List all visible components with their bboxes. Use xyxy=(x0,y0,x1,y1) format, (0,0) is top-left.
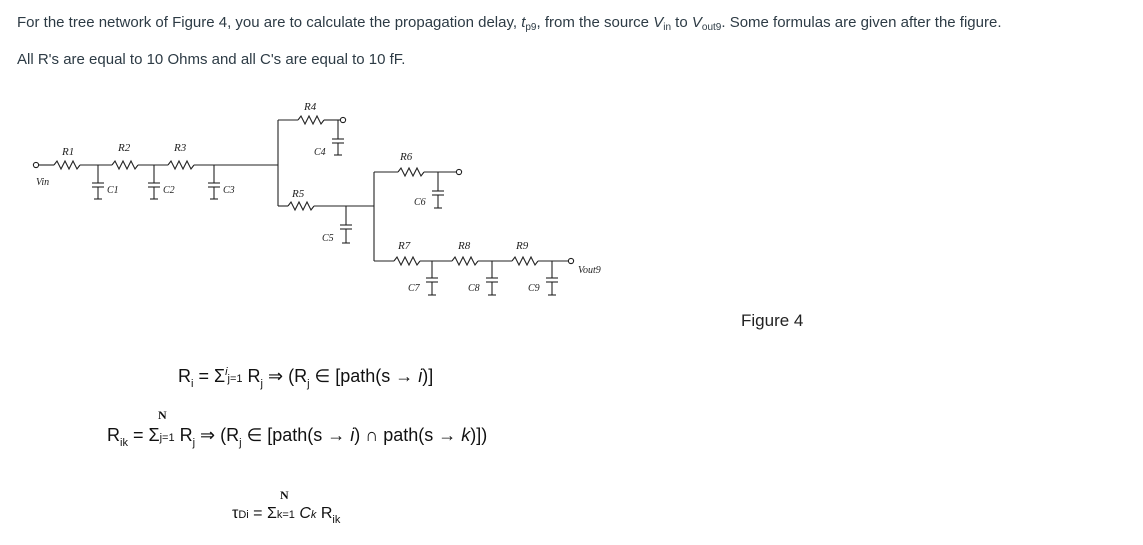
f2-cond: ∈ [path(s → xyxy=(241,425,351,445)
question-text-suffix: . Some formulas are given after the figure. xyxy=(721,14,1002,31)
f2-cond-mid: ) ∩ path(s → xyxy=(354,425,462,445)
label-vin: Vin xyxy=(36,177,50,188)
question-text-mid: , from the source xyxy=(536,14,654,31)
question-line-1 xyxy=(17,14,1002,33)
label-c6: C6 xyxy=(414,197,426,208)
f3-range: k=1 xyxy=(276,509,295,521)
f1-arrow: ⇒ (R xyxy=(263,366,308,386)
question-text-to: to xyxy=(671,14,692,31)
formula-shared-resistance xyxy=(107,425,488,449)
delay-subscript: p9 xyxy=(525,22,537,33)
label-c1: C1 xyxy=(107,185,119,196)
question-text-prefix: For the tree network of Figure 4, you are to calculate the propagation delay, xyxy=(17,14,522,31)
tree-network-figure xyxy=(28,95,628,310)
vout-symbol: V xyxy=(691,14,702,31)
label-r4: R4 xyxy=(304,101,317,113)
f1-arrow-sub: j xyxy=(307,378,310,390)
f2-cond-i: i xyxy=(350,425,355,445)
formula-path-resistance xyxy=(178,366,434,390)
f3-lhs-sub: Di xyxy=(238,509,249,521)
f1-eq: = Σ xyxy=(193,366,226,386)
f2-body-sub: j xyxy=(192,437,196,449)
f3-body-sub: k xyxy=(310,509,317,521)
label-r6: R6 xyxy=(400,151,413,163)
label-r5: R5 xyxy=(292,188,305,200)
label-r8: R8 xyxy=(458,240,471,252)
label-r3: R3 xyxy=(174,142,187,154)
f1-cond: ∈ [path(s → xyxy=(309,366,419,386)
f2-arrow: ⇒ (R xyxy=(195,425,240,445)
label-r1: R1 xyxy=(62,146,75,158)
f2-lhs: R xyxy=(107,425,120,445)
f1-body-sub: j xyxy=(260,378,263,390)
formula-elmore-delay xyxy=(232,505,341,526)
vin-symbol: V xyxy=(653,14,664,31)
delay-symbol: t xyxy=(521,14,526,31)
label-r7: R7 xyxy=(398,240,411,252)
f2-body: R xyxy=(174,425,193,445)
f1-range: j=1 xyxy=(227,373,243,385)
f1-range-super: i xyxy=(225,366,228,378)
label-r9: R9 xyxy=(516,240,529,252)
f2-cond-k: k xyxy=(461,425,471,445)
label-vout9: Vout9 xyxy=(578,265,601,276)
label-c4: C4 xyxy=(314,147,326,158)
vout-subscript: out9 xyxy=(701,22,722,33)
f1-body: R xyxy=(242,366,261,386)
f2-arrow-sub: j xyxy=(239,437,242,449)
label-c8: C8 xyxy=(468,283,480,294)
f3-body2-sub: ik xyxy=(332,514,341,526)
label-c7: C7 xyxy=(408,283,420,294)
f3-body2: R xyxy=(316,505,333,522)
figure-label: Figure 4 xyxy=(741,311,804,330)
f3-upper-limit: N xyxy=(280,488,289,502)
label-c3: C3 xyxy=(223,185,235,196)
f3-lhs: τ xyxy=(232,505,239,522)
label-c2: C2 xyxy=(163,185,175,196)
f2-cond-end: )]) xyxy=(470,425,488,445)
label-c5: C5 xyxy=(322,233,334,244)
label-r2: R2 xyxy=(118,142,131,154)
f2-range: j=1 xyxy=(159,432,175,444)
f1-cond-i: i xyxy=(418,366,423,386)
label-c9: C9 xyxy=(528,283,540,294)
f1-lhs: R xyxy=(178,366,191,386)
f3-body: C xyxy=(294,505,311,522)
f1-cond-end: )] xyxy=(422,366,434,386)
f2-upper-limit: N xyxy=(158,408,167,422)
f3-eq: = Σ xyxy=(248,505,277,522)
f2-lhs-sub: ik xyxy=(120,437,128,449)
question-line-2: All R's are equal to 10 Ohms and all C's are equal to 10 fF. xyxy=(17,51,406,68)
f2-eq: = Σ xyxy=(127,425,160,445)
f1-lhs-sub: i xyxy=(191,378,194,390)
vin-subscript: in xyxy=(663,22,672,33)
